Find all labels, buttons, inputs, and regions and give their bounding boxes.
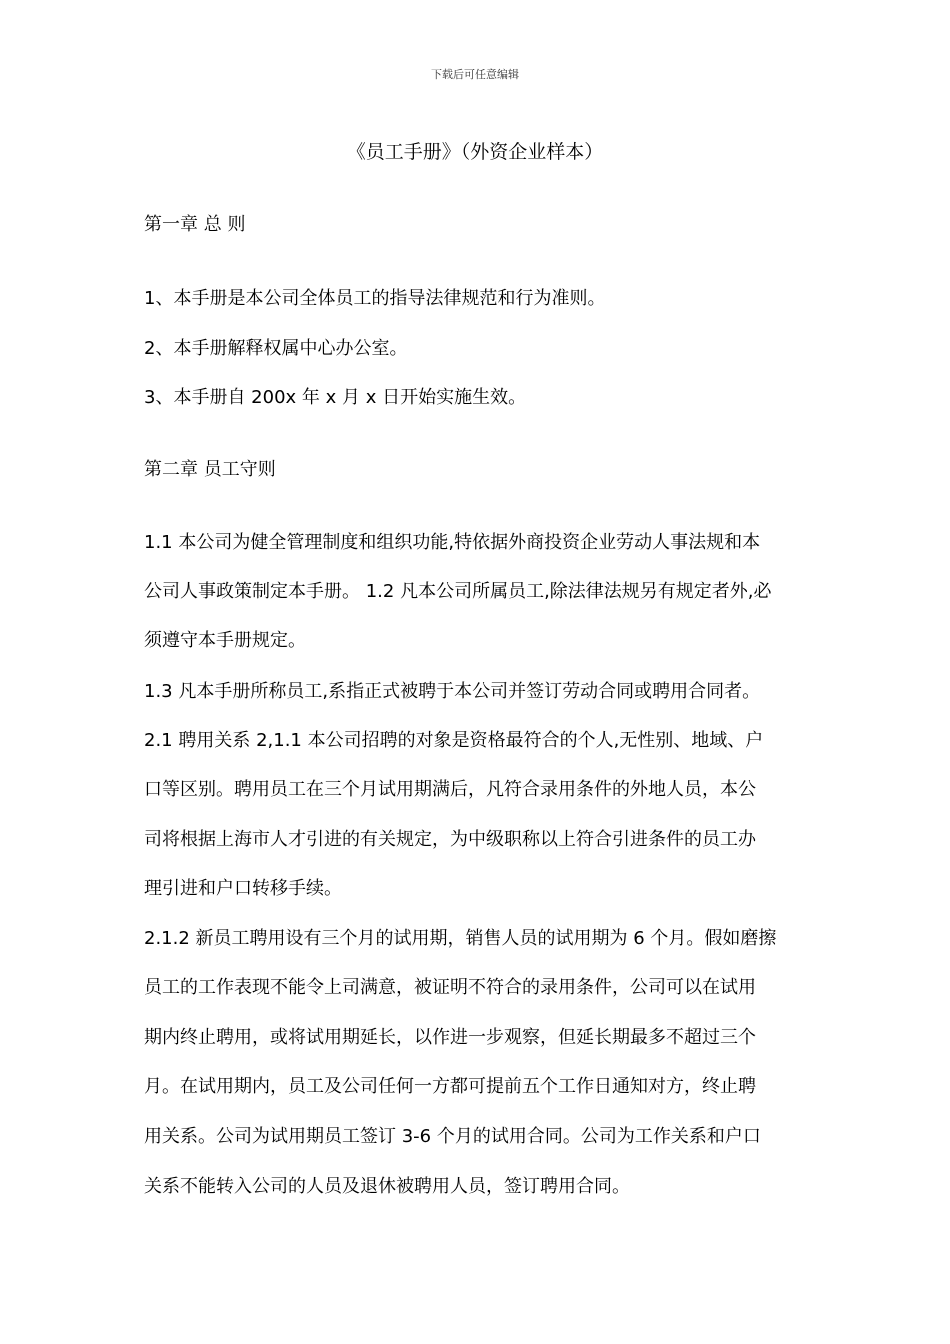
chapter-2-line: 用关系。公司为试用期员工签订 3-6 个月的试用合同。公司为工作关系和户口	[144, 1126, 761, 1147]
document-title: 《员工手册》（外资企业样本）	[346, 141, 604, 163]
header-note: 下载后可任意编辑	[431, 68, 519, 81]
chapter-2-line: 月。在试用期内，员工及公司任何一方都可提前五个工作日通知对方，终止聘	[144, 1076, 756, 1097]
chapter-1-item: 1、本手册是本公司全体员工的指导法律规范和行为准则。	[144, 288, 606, 309]
chapter-2-line: 口等区别。聘用员工在三个月试用期满后，凡符合录用条件的外地人员，本公	[144, 779, 756, 800]
chapter-2-line: 关系不能转入公司的人员及退休被聘用人员，签订聘用合同。	[144, 1176, 630, 1197]
chapter-1-item: 2、本手册解释权属中心办公室。	[144, 338, 408, 359]
chapter-2-line: 1.3 凡本手册所称员工,系指正式被聘于本公司并签订劳动合同或聘用合同者。	[144, 681, 761, 702]
chapter-2-line: 1.1 本公司为健全管理制度和组织功能,特依据外商投资企业劳动人事法规和本	[144, 532, 761, 553]
chapter-2-line: 理引进和户口转移手续。	[144, 878, 342, 899]
chapter-1-heading: 第一章 总 则	[144, 214, 246, 235]
chapter-2-line: 2.1 聘用关系 2,1.1 本公司招聘的对象是资格最符合的个人,无性别、地域、户	[144, 730, 764, 751]
chapter-2-line: 公司人事政策制定本手册。 1.2 凡本公司所属员工,除法律法规另有规定者外,必	[144, 581, 772, 602]
chapter-2-line: 员工的工作表现不能令上司满意，被证明不符合的录用条件，公司可以在试用	[144, 977, 756, 998]
chapter-1-item: 3、本手册自 200x 年 x 月 x 日开始实施生效。	[144, 387, 527, 408]
chapter-2-line: 须遵守本手册规定。	[144, 630, 306, 651]
chapter-2-line: 2.1.2 新员工聘用设有三个月的试用期，销售人员的试用期为 6 个月。假如磨擦	[144, 928, 777, 949]
chapter-2-line: 司将根据上海市人才引进的有关规定，为中级职称以上符合引进条件的员工办	[144, 829, 756, 850]
chapter-2-line: 期内终止聘用，或将试用期延长，以作进一步观察，但延长期最多不超过三个	[144, 1027, 756, 1048]
chapter-2-heading: 第二章 员工守则	[144, 459, 276, 480]
